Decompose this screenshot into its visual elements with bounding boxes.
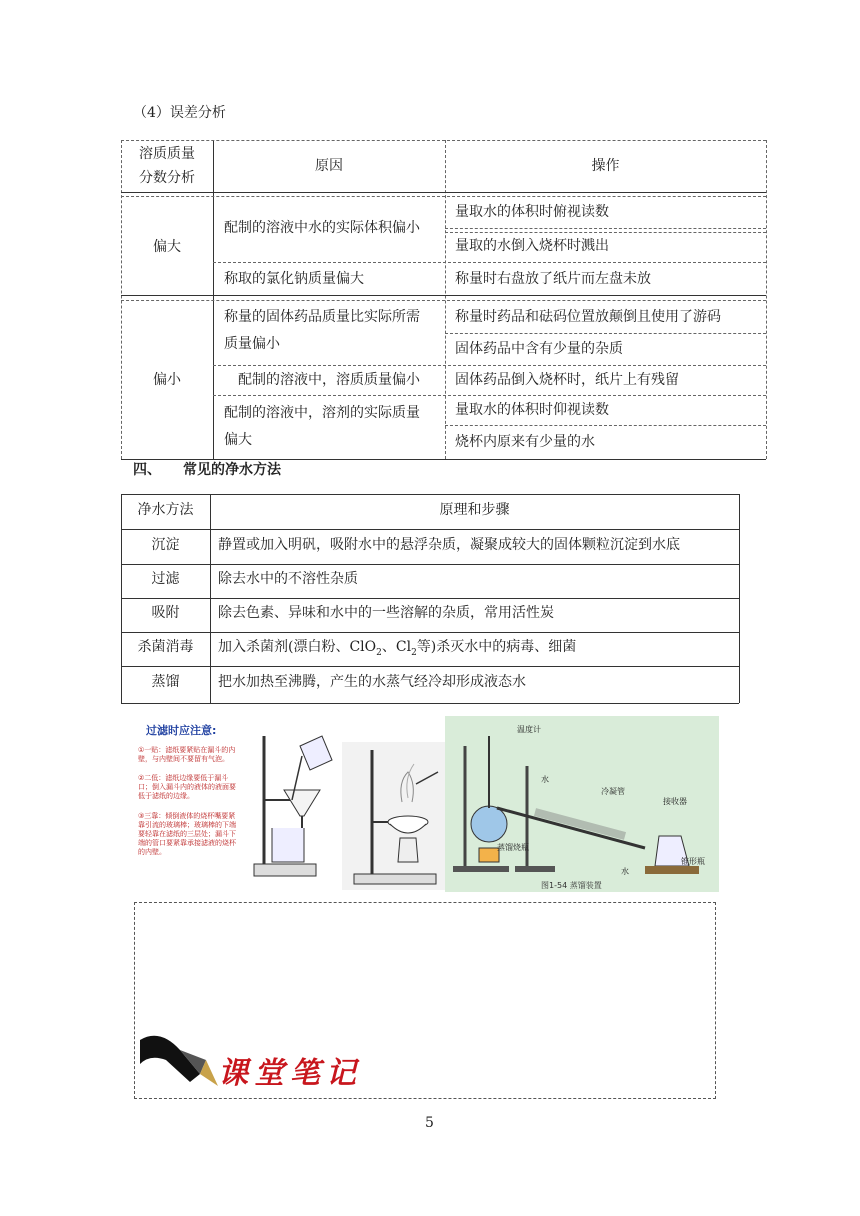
- reason-low-3-line1: 配制的溶液中，溶剂的实际质量: [224, 405, 420, 421]
- reason-high-2: 称取的氯化钠质量偏大: [224, 271, 364, 287]
- op-low-1a: 称量时药品和砝码位置放颠倒且使用了游码: [455, 309, 721, 325]
- reason-low-1-line1: 称量的固体药品质量比实际所需: [224, 309, 420, 325]
- reason-high-1: 配制的溶液中水的实际体积偏小: [224, 220, 420, 236]
- reason-low-3-line2: 偏大: [224, 432, 252, 448]
- label-receiver: 接收器: [663, 797, 687, 806]
- reason-low-1-line2: 质量偏小: [224, 336, 280, 352]
- label-low: 偏小: [153, 372, 181, 388]
- label-high: 偏大: [153, 239, 181, 255]
- principle-sedimentation: 静置或加入明矾，吸附水中的悬浮杂质，凝聚成较大的固体颗粒沉淀到水底: [218, 537, 680, 553]
- evaporation-apparatus-illustration: [342, 742, 445, 890]
- op-low-3a: 量取水的体积时仰视读数: [455, 402, 609, 418]
- principle-filtration: 除去水中的不溶性杂质: [218, 571, 358, 587]
- method-adsorption: 吸附: [151, 605, 180, 621]
- notes-banner: 课堂笔记: [218, 1056, 362, 1091]
- distillation-figure: [445, 716, 719, 892]
- notes-pen-icon: [140, 1030, 220, 1092]
- section-heading-error-analysis: （4）误差分析: [133, 105, 226, 121]
- filtration-note-2: ②二低：滤纸边缘要低于漏斗口；倒入漏斗内的液体的液面要低于滤纸的边缘。: [138, 774, 236, 800]
- op-high-1a: 量取水的体积时俯视读数: [455, 204, 609, 220]
- op-low-3b: 烧杯内原来有少量的水: [455, 434, 595, 450]
- label-water-out: 水: [621, 867, 629, 876]
- reason-low-2: 配制的溶液中，溶质质量偏小: [238, 372, 420, 388]
- evaporation-figure: [342, 742, 445, 890]
- method-filtration: 过滤: [151, 571, 180, 587]
- filtration-title: 过滤时应注意:: [146, 724, 217, 737]
- op-low-2: 固体药品倒入烧杯时，纸片上有残留: [455, 372, 679, 388]
- principle-adsorption: 除去色素、异味和水中的一些溶解的杂质，常用活性炭: [218, 605, 554, 621]
- principle-disinfection: 加入杀菌剂(漂白粉、ClO$_2$、$Cl_2$等)杀灭水中的病毒、细菌: [218, 639, 577, 658]
- label-water-in: 水: [541, 775, 549, 784]
- section-title: 常见的净水方法: [183, 462, 281, 478]
- filtration-figure: [136, 716, 336, 884]
- filtration-note-3: ③三靠：倾倒液体的烧杯嘴要紧靠引流的玻璃棒；玻璃棒的下端要轻靠在滤纸的三层处；漏斗下端的管口要紧靠承接滤液的烧杯的内壁。: [138, 812, 236, 856]
- header-operation: 操作: [591, 158, 620, 174]
- op-high-1b: 量取的水倒入烧杯时溅出: [455, 238, 609, 254]
- principle-distillation: 把水加热至沸腾，产生的水蒸气经冷却形成液态水: [218, 674, 526, 690]
- label-condenser: 冷凝管: [601, 787, 625, 796]
- distillation-caption: 图1-54 蒸馏装置: [541, 881, 602, 890]
- op-high-2: 称量时右盘放了纸片而左盘未放: [455, 271, 651, 287]
- method-distillation: 蒸馏: [151, 674, 180, 690]
- header-reason: 原因: [315, 158, 343, 174]
- method-disinfection: 杀菌消毒: [137, 639, 194, 655]
- header-method: 净水方法: [137, 502, 194, 518]
- page-number: 5: [425, 1115, 434, 1131]
- op-low-1b: 固体药品中含有少量的杂质: [455, 341, 623, 357]
- label-conical-flask: 锥形瓶: [681, 857, 705, 866]
- method-sedimentation: 沉淀: [151, 537, 180, 553]
- label-thermometer: 温度计: [517, 725, 541, 734]
- header-principle: 原理和步骤: [439, 502, 510, 518]
- filtration-note-1: ①一贴：滤纸要紧贴在漏斗的内壁，与内壁间不要留有气泡。: [138, 746, 236, 763]
- header-mass-fraction-line2: 分数分析: [139, 170, 195, 186]
- label-distilling-flask: 蒸馏烧瓶: [497, 843, 529, 852]
- filtration-apparatus-illustration: [240, 716, 336, 884]
- section-heading-water-purification: [133, 461, 281, 479]
- section-number: 四、: [133, 462, 161, 478]
- header-mass-fraction-line1: 溶质质量: [139, 146, 195, 162]
